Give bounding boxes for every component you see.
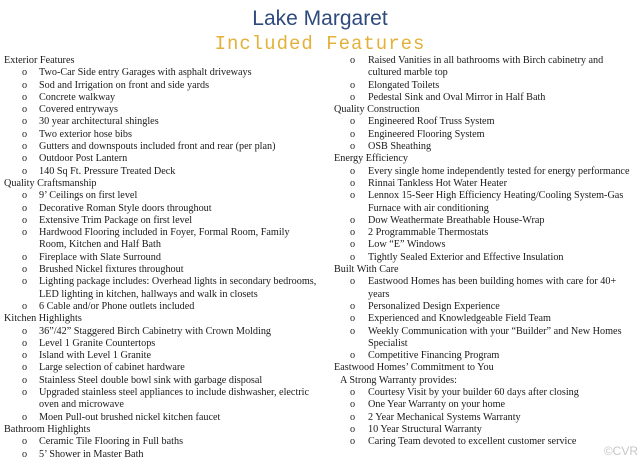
watermark: ©CVR <box>603 444 638 458</box>
list-item: o Elongated Toilets <box>350 79 440 91</box>
list-item: o Decorative Roman Style doors throughout <box>22 202 212 214</box>
right-column <box>334 55 634 449</box>
list-item: o Moen Pull-out brushed nickel kitchen faucet <box>22 411 221 423</box>
list-item: o Experienced and Knowledgeable Field Team <box>350 313 551 325</box>
list-item: o Eastwood Homes has been building homes with care for 40+ years <box>350 276 617 300</box>
list-item: o 36”/42” Staggered Birch Cabinetry with Crown Molding <box>22 325 272 337</box>
section-heading-quality: Quality Craftsmanship <box>4 177 97 189</box>
section-heading-construction: Quality Construction <box>334 104 420 116</box>
list-item: o Hardwood Flooring included in Foyer, Formal Room, Family Room, Kitchen and Half Bath <box>22 227 290 251</box>
list-item: o Brushed Nickel fixtures throughout <box>22 264 184 276</box>
list-item: o Weekly Communication with your “Builder” and New Homes Specialist <box>350 325 622 349</box>
list-item: o Personalized Design Experience <box>350 300 500 312</box>
list-item: o 30 year architectural shingles <box>22 116 159 128</box>
list-item: o Dow Weathermate Breathable House-Wrap <box>350 214 545 226</box>
list-item: o 10 Year Structural Warranty <box>350 423 482 435</box>
section-heading-exterior: Exterior Features <box>4 55 75 66</box>
list-item: o Gutters and downspouts included front and rear (per plan) <box>22 141 276 153</box>
list-item: o Large selection of cabinet hardware <box>22 362 185 374</box>
list-item: o Covered entryways <box>22 104 118 116</box>
list-item: o Low “E” Windows <box>350 239 446 251</box>
document-title: Lake Margaret <box>252 7 388 30</box>
list-item: o Lennox 15-Seer High Efficiency Heating/Cooling System-Gas Furnace with air conditioning <box>350 190 624 214</box>
section-heading-commitment: Eastwood Homes’ Commitment to You <box>334 362 494 374</box>
list-item: o 9’ Ceilings on first level <box>22 190 138 202</box>
list-item: o Concrete walkway <box>22 91 116 103</box>
list-item: o Engineered Roof Truss System <box>350 116 495 128</box>
list-item: o OSB Sheathing <box>350 141 432 153</box>
list-item: o One Year Warranty on your home <box>350 399 506 411</box>
left-column <box>4 55 319 461</box>
list-item: o Rinnai Tankless Hot Water Heater <box>350 177 507 189</box>
warranty-subheading: A Strong Warranty provides: <box>340 374 457 386</box>
list-item: o Lighting package includes: Overhead lights in secondary bedrooms, LED lighting in kitchen, hallways and walk in closets <box>22 276 317 300</box>
list-item: o Engineered Flooring System <box>350 128 485 140</box>
list-item: o 2 Programmable Thermostats <box>350 227 489 239</box>
list-item: o Upgraded stainless steel appliances to include dishwasher, electric oven and microwave <box>22 387 310 411</box>
list-item: o Extensive Trim Package on first level <box>22 214 193 226</box>
list-item: o 140 Sq Ft. Pressure Treated Deck <box>22 165 176 177</box>
list-item: o Ceramic Tile Flooring in Full baths <box>22 436 184 448</box>
list-item: o Caring Team devoted to excellent customer service <box>350 436 577 448</box>
list-item: o Outdoor Post Lantern <box>22 153 128 165</box>
section-heading-care: Built With Care <box>334 264 399 276</box>
list-item: o Tightly Sealed Exterior and Effective Insulation <box>350 251 564 263</box>
list-item: o Competitive Financing Program <box>350 350 500 362</box>
list-item: o Fireplace with Slate Surround <box>22 251 161 263</box>
section-heading-bathroom: Bathroom Highlights <box>4 423 91 435</box>
list-item: o Two exterior hose bibs <box>22 128 132 140</box>
list-item: o Raised Vanities in all bathrooms with Birch cabinetry and cultured marble top <box>350 55 604 79</box>
list-item: o Island with Level 1 Granite <box>22 350 152 362</box>
list-item: o 5’ Shower in Master Bath <box>22 448 144 460</box>
list-item: o Stainless Steel double bowl sink with garbage disposal <box>22 374 263 386</box>
list-item: o 2 Year Mechanical Systems Warranty <box>350 411 521 423</box>
list-item: o 6 Cable and/or Phone outlets included <box>22 300 195 312</box>
list-item: o Pedestal Sink and Oval Mirror in Half Bath <box>350 91 546 103</box>
list-item: o Sod and Irrigation on front and side yards <box>22 79 210 91</box>
section-heading-energy: Energy Efficiency <box>334 153 409 165</box>
list-item: o Every single home independently tested for energy performance <box>350 165 630 177</box>
list-item: o Level 1 Granite Countertops <box>22 337 156 349</box>
list-item: o Two-Car Side entry Garages with asphalt driveways <box>22 67 252 79</box>
document-subtitle: Included Features <box>214 33 426 55</box>
list-item: o Courtesy Visit by your builder 60 days after closing <box>350 387 579 399</box>
section-heading-kitchen: Kitchen Highlights <box>4 313 82 325</box>
